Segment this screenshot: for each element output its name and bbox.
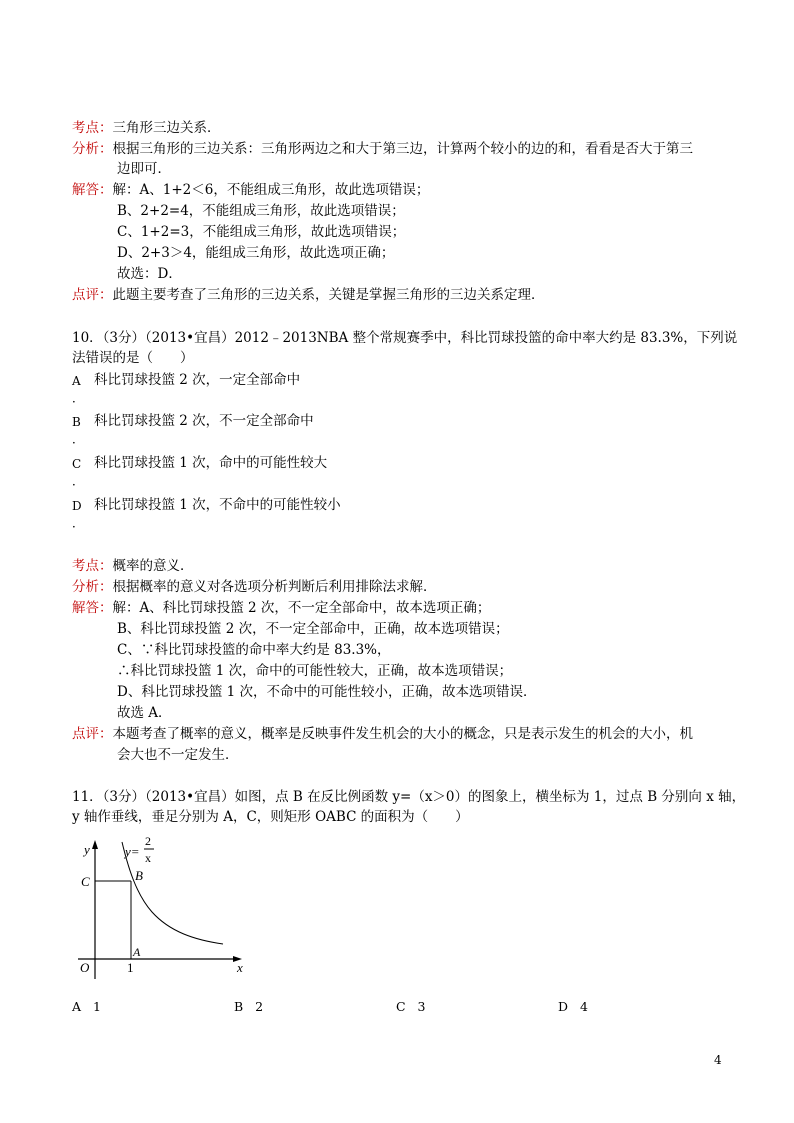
option-dot: ．	[72, 391, 85, 405]
q10-stem-cont: 法错误的是（ ）	[72, 350, 194, 366]
q11-option-text: 2	[255, 999, 264, 1014]
jieda-line: 解：A、1+2＜6，不能组成三角形，故此选项错误；	[112, 182, 430, 198]
jieda-label: 解答	[72, 182, 99, 198]
fenxi-label: 分析	[72, 579, 99, 595]
dianping-text-cont: 会大也不一定发生．	[117, 747, 239, 763]
dianping-text: 此题主要考查了三角形的三边关系，关键是掌握三角形的三边关系定理．	[112, 287, 545, 303]
q11-option-letter: D	[558, 999, 569, 1014]
point-C-label: C	[81, 874, 90, 889]
kaodian-row	[72, 119, 221, 137]
q11-stem: 11．（3分）（2013•宜昌）如图，点 B 在反比例函数 y=（x＞0）的图象上，横坐标为 1，过点 B 分别向 x 轴，	[72, 789, 746, 805]
label-colon: ：	[99, 182, 113, 198]
label-colon: ：	[99, 600, 113, 616]
kaodian-text: 三角形三边关系．	[112, 120, 221, 136]
q11-option	[72, 999, 101, 1014]
function-denominator: x	[145, 851, 151, 865]
jieda-label: 解答	[72, 600, 99, 616]
q11-option	[396, 999, 425, 1014]
q10-fenxi-row	[72, 578, 437, 596]
jieda-line: C、1+2=3，不能组成三角形，故此选项错误；	[117, 224, 406, 240]
label-colon: ：	[99, 120, 113, 136]
q11-option	[558, 999, 588, 1014]
q10-option-text: 科比罚球投篮 2 次，一定全部命中	[94, 372, 301, 388]
q10-option-letter: B	[72, 415, 81, 429]
point-A-label: A	[133, 945, 141, 959]
fenxi-text: 根据三角形的三边关系：三角形两边之和大于第三边，计算两个较小的边的和，看看是否大于第三	[112, 141, 693, 157]
option-dot: ．	[72, 474, 85, 488]
q10-jieda-row	[72, 599, 490, 617]
page-number: 4	[714, 1053, 722, 1067]
label-colon: ：	[99, 141, 113, 157]
fenxi-row	[72, 140, 693, 158]
label-colon: ：	[99, 726, 113, 742]
q10-kaodian-row	[72, 557, 194, 575]
q11-option-letter: C	[396, 999, 406, 1014]
jieda-line: B、2+2=4，不能组成三角形，故此选项错误；	[117, 203, 405, 219]
origin-label: O	[80, 960, 90, 975]
jieda-line: C、∵科比罚球投篮的命中率大约是 83.3%，	[117, 642, 391, 658]
q10-option-letter: C	[72, 457, 82, 471]
kaodian-label: 考点	[72, 558, 99, 574]
tick-1-label: 1	[127, 960, 134, 975]
jieda-line: 解：A、科比罚球投篮 2 次，不一定全部命中，故本选项正确；	[112, 600, 491, 616]
q11-graph	[70, 832, 260, 987]
q11-option-text: 4	[579, 999, 588, 1014]
function-numerator: 2	[145, 834, 151, 848]
q11-stem-cont: y 轴作垂线，垂足分别为 A，C，则矩形 OABC 的面积为（ ）	[72, 809, 469, 825]
q10-option-letter: A	[72, 374, 81, 388]
label-colon: ：	[99, 287, 113, 303]
jieda-line: D、科比罚球投篮 1 次，不命中的可能性较小，正确，故本选项错误．	[117, 684, 537, 700]
dianping-label: 点评	[72, 726, 99, 742]
q10-option-text: 科比罚球投篮 1 次，不命中的可能性较小	[94, 497, 341, 513]
dianping-label: 点评	[72, 287, 99, 303]
q11-option-letter: B	[234, 999, 244, 1014]
fenxi-text-cont: 边即可．	[117, 161, 171, 177]
jieda-line: B、科比罚球投篮 2 次，不一定全部命中，正确，故本选项错误；	[117, 621, 509, 637]
dianping-row	[72, 286, 545, 304]
fenxi-text: 根据概率的意义对各选项分析判断后利用排除法求解．	[112, 579, 437, 595]
dianping-text: 本题考查了概率的意义，概率是反映事件发生机会的大小的概念，只是表示发生的机会的大小，机	[112, 726, 693, 742]
x-axis-label: x	[237, 960, 243, 975]
y-axis-label: y	[84, 842, 90, 857]
q10-option-text: 科比罚球投篮 2 次，不一定全部命中	[94, 413, 314, 429]
q10-option-text: 科比罚球投篮 1 次，命中的可能性较大	[94, 455, 328, 471]
fenxi-label: 分析	[72, 141, 99, 157]
label-colon: ：	[99, 579, 113, 595]
jieda-line: D、2+3＞4，能组成三角形，故此选项正确；	[117, 245, 395, 261]
q10-stem: 10．（3分）（2013•宜昌）2012﹣2013NBA 整个常规赛季中，科比罚球投篮的命中率大约是 83.3%，下列说	[72, 330, 738, 346]
q10-option-letter: D	[72, 499, 82, 513]
option-dot: ．	[72, 432, 85, 446]
kaodian-text: 概率的意义．	[112, 558, 194, 574]
label-colon: ：	[99, 558, 113, 574]
q11-option-text: 3	[417, 999, 426, 1014]
jieda-row	[72, 181, 429, 199]
q11-option-text: 1	[92, 999, 101, 1014]
q11-option-letter: A	[72, 999, 82, 1014]
function-prefix: y=	[125, 844, 140, 859]
option-dot: ．	[72, 516, 85, 530]
jieda-line: 故选 A．	[117, 705, 172, 721]
y-axis-arrow	[92, 840, 98, 849]
q10-dianping-row	[72, 725, 693, 743]
jieda-line: ∴科比罚球投篮 1 次，命中的可能性较大，正确，故本选项错误；	[117, 663, 513, 679]
jieda-line: 故选：D．	[117, 266, 182, 282]
q11-option	[234, 999, 263, 1014]
point-B-label: B	[135, 868, 143, 883]
kaodian-label: 考点	[72, 120, 99, 136]
